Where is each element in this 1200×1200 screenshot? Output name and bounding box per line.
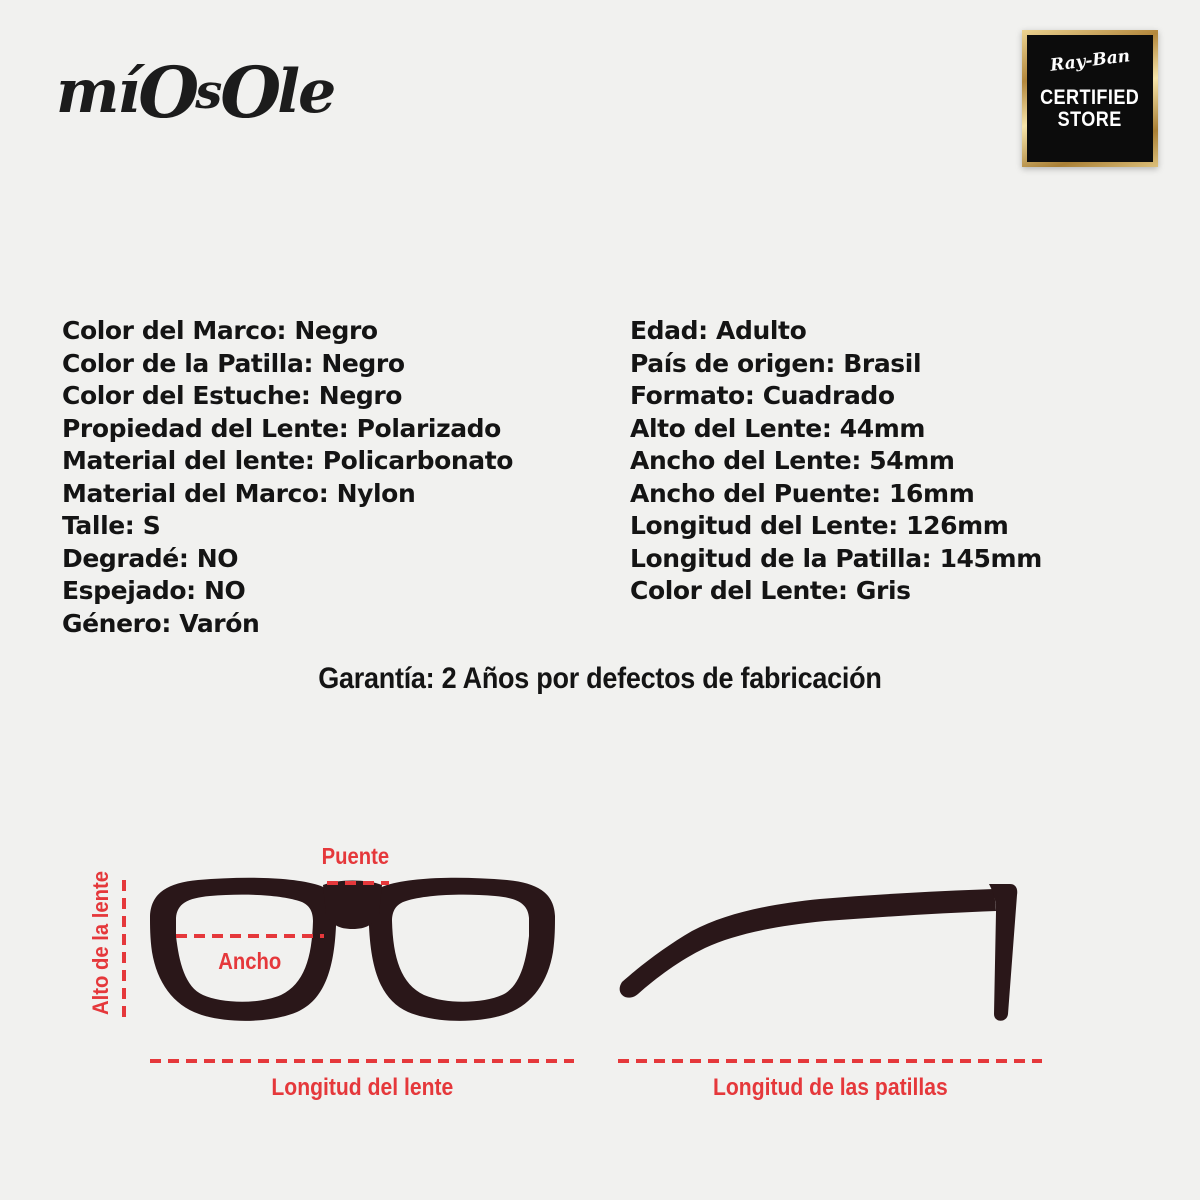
brand-logo (56, 42, 334, 142)
spec-line: Formato: Cuadrado (630, 381, 895, 410)
spec-line: Ancho del Lente: 54mm (630, 446, 955, 475)
front-length-measure-line (150, 1059, 574, 1063)
certified-store-label (1040, 87, 1139, 131)
bridge-measure-line (327, 881, 389, 885)
spec-line: Alto del Lente: 44mm (630, 413, 926, 443)
bridge-measure-label: Puente (321, 843, 389, 869)
logo-lens-o-icon: O (138, 50, 196, 134)
temple-length-measure-label: Longitud de las patillas (712, 1074, 948, 1101)
warranty-text: Garantía: 2 Años por defectos de fabricación (318, 662, 882, 695)
spec-column-right (630, 315, 1042, 608)
lens-height-measure-label: Alto de la lente (88, 871, 113, 1015)
store-line: STORE (1057, 108, 1123, 131)
spec-line: Color del Lente: Gris (630, 576, 911, 605)
lens-height-measure-line (122, 880, 126, 1024)
spec-line: Color del Estuche: Negro (62, 381, 403, 410)
lens-width-measure-label: Ancho (218, 948, 282, 974)
spec-line: Talle: S (62, 511, 161, 540)
spec-line: Color de la Patilla: Negro (62, 348, 405, 378)
temple-length-measure-line (618, 1059, 1042, 1063)
spec-line: Color del Marco: Negro (62, 316, 378, 345)
temple-arm-shape (620, 889, 996, 998)
spec-line: País de origen: Brasil (630, 348, 922, 378)
spec-line: Ancho del Puente: 16mm (630, 478, 975, 508)
logo-lens-o-icon: O (220, 50, 278, 134)
spec-line: Degradé: NO (62, 543, 239, 573)
front-length-measure-label: Longitud del lente (271, 1074, 453, 1101)
spec-line: Material del lente: Policarbonato (62, 446, 514, 475)
certified-line: CERTIFIED (1040, 86, 1140, 109)
spec-line: Propiedad del Lente: Polarizado (62, 413, 501, 443)
spec-line: Espejado: NO (62, 576, 246, 605)
logo-part: le (277, 57, 335, 127)
spec-line: Edad: Adulto (630, 316, 807, 345)
lens-width-measure-line (176, 934, 324, 938)
badge-inner (1027, 35, 1153, 162)
spec-line: Material del Marco: Nylon (62, 478, 416, 508)
logo-part: mí (56, 57, 139, 127)
glasses-temple-diagram (608, 880, 1048, 1035)
rayban-certified-badge (1022, 30, 1158, 167)
spec-column-left (62, 315, 513, 640)
logo-part: s (195, 64, 221, 120)
spec-line: Longitud del Lente: 126mm (630, 511, 1009, 540)
spec-line: Longitud de la Patilla: 145mm (630, 543, 1042, 573)
spec-line: Género: Varón (62, 608, 260, 638)
warranty-line (0, 662, 1200, 696)
bridge-shape (323, 881, 382, 930)
rayban-script-logo: Ray-Ban (1048, 46, 1132, 76)
